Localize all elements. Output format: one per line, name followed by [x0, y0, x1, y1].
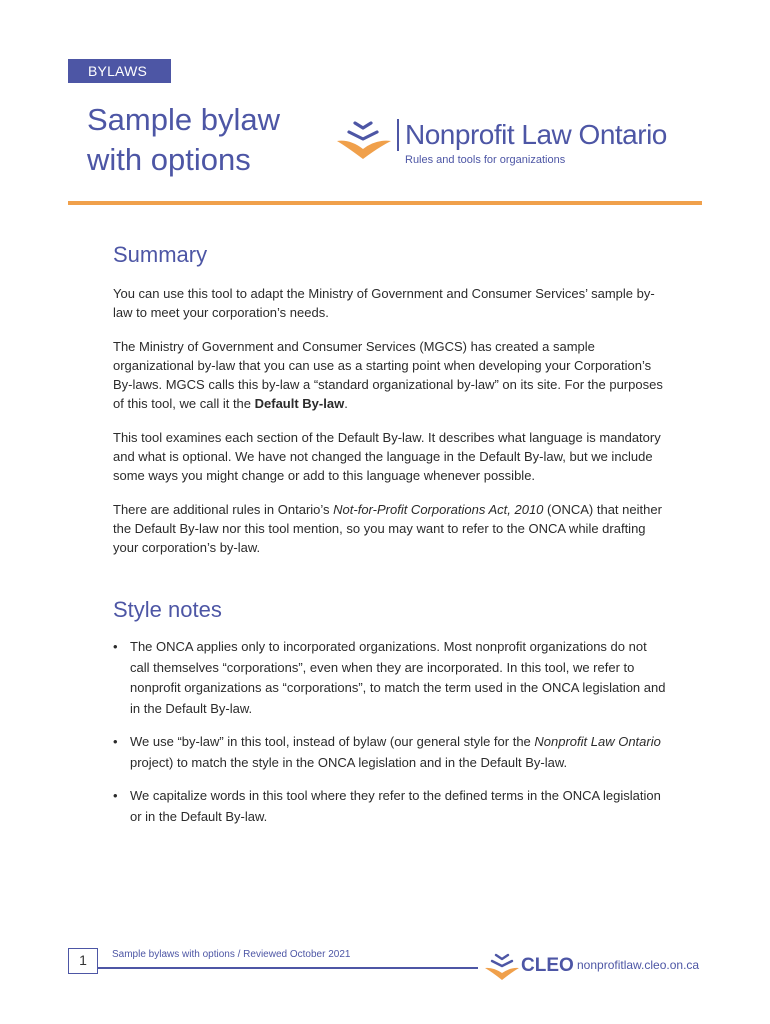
- list-item: [113, 732, 668, 773]
- cleo-wordmark: CLEO: [521, 955, 574, 976]
- nonprofit-law-ontario-logo: [335, 115, 695, 170]
- summary-paragraph-4-start: There are additional rules in Ontario’s: [113, 502, 334, 517]
- page-number: 1: [68, 948, 98, 974]
- cleo-logo: [484, 951, 574, 981]
- bullet-2-start: We use “by-law” in this tool, instead of bylaw (our general style for the: [130, 734, 535, 749]
- footer-divider: [98, 967, 478, 969]
- style-notes-list: [113, 637, 668, 827]
- footer-caption: Sample bylaws with options / Reviewed October 2021: [112, 949, 351, 960]
- default-bylaw-term: Default By-law: [254, 396, 345, 411]
- summary-paragraph-2: [113, 337, 668, 413]
- bullet-2-end: project) to match the style in the ONCA legislation and in the Default By-law.: [130, 754, 568, 770]
- header-divider: [68, 201, 702, 205]
- summary-paragraph-2-end: .: [344, 396, 348, 411]
- style-notes-heading: Style notes: [113, 597, 222, 622]
- summary-paragraph-4: [113, 500, 668, 557]
- footer-url: nonprofitlaw.cleo.on.ca: [577, 958, 700, 972]
- summary-heading: Summary: [113, 242, 208, 267]
- summary-paragraph-1: You can use this tool to adapt the Ministry of Government and Consumer Services’ sample by-law to meet your corporation’s needs.: [113, 286, 655, 320]
- document-title: Sample bylaw with options: [87, 102, 280, 177]
- project-name: Nonprofit Law Ontario: [534, 734, 661, 749]
- logo-tagline: Rules and tools for organizations: [405, 154, 566, 166]
- summary-paragraph-3: This tool examines each section of the Default By-law. It describes what language is mandatory and what is optional. We have not changed the language in the Default By-law, but we include some ways you might change or add to this language whenever possible.: [113, 430, 661, 483]
- book-bird-icon: [335, 117, 393, 161]
- list-item: • The ONCA applies only to incorporated organizations. Most nonprofit organizations do not call themselves “corporations”, even when they are incorporated. In this tool, we refer to nonprofit organizations as “corporations”, to match the term used in the ONCA legislation and in the Default By-law.: [113, 637, 668, 719]
- section-tag: BYLAWS: [68, 59, 171, 83]
- logo-name: Nonprofit Law Ontario: [397, 119, 667, 151]
- cleo-bird-icon: [484, 951, 520, 981]
- summary-paragraph-2-text: The Ministry of Government and Consumer Services (MGCS) has created a sample organizational by-law that you can use as a starting point when developing your Corporation’s By-laws. MGCS calls this by-law a “standard organizational by-law” on its site. For the purposes of this tool, we call it the: [113, 339, 663, 411]
- onca-act-title: Not-for-Profit Corporations Act, 2010: [333, 502, 544, 517]
- summary-paragraph-4-end: (ONCA) that neither the Default By-law nor this tool mention, so you may want to refer to the ONCA while drafting your corporation’s by-law.: [113, 502, 662, 555]
- list-item: • We capitalize words in this tool where they refer to the defined terms in the ONCA legislation or in the Default By-law.: [113, 786, 668, 827]
- main-content: [113, 240, 668, 840]
